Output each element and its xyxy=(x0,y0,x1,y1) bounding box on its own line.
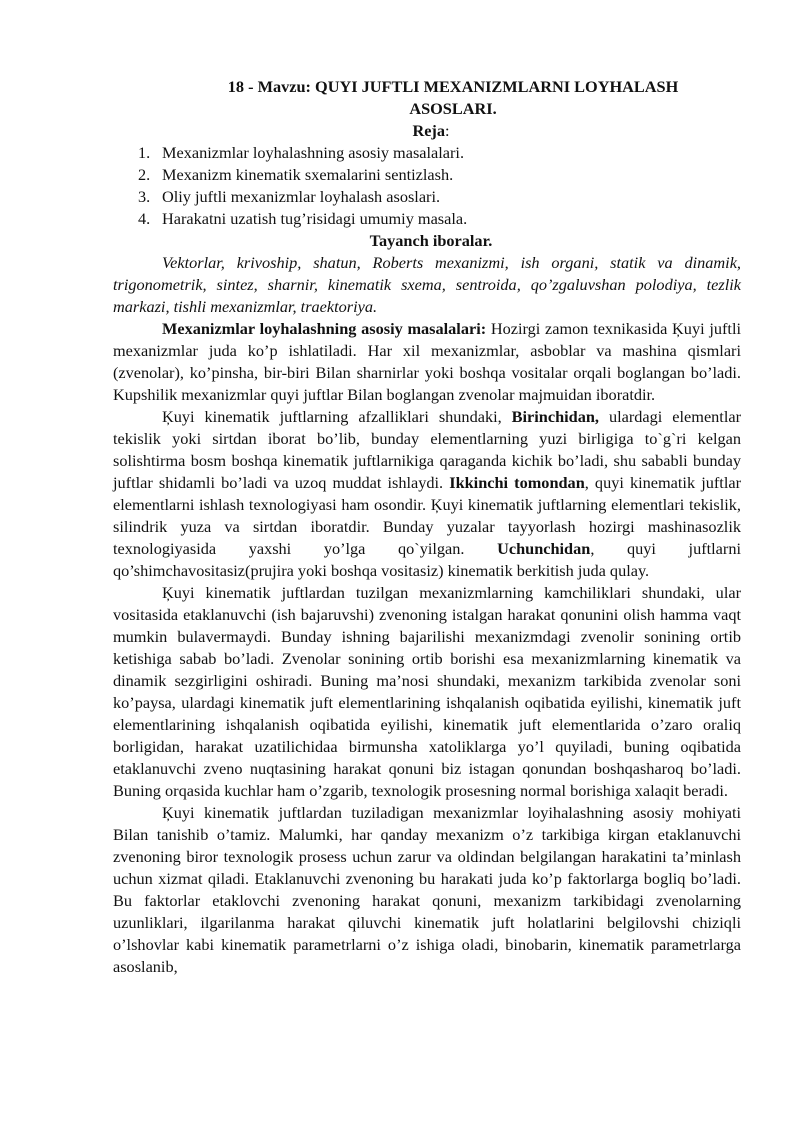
plan-item xyxy=(113,164,741,186)
keywords-paragraph xyxy=(113,252,741,318)
plan-heading xyxy=(113,120,745,142)
lecture-title-line-1: 18 - Mavzu: QUYI JUFTLI MEXANIZMLARNI LOYHALASH xyxy=(227,77,679,96)
document-body xyxy=(113,252,741,978)
paragraph-advantages xyxy=(113,406,741,582)
plan-heading-text: Reja xyxy=(412,121,445,140)
plan-item-number: 2. xyxy=(138,165,151,184)
lecture-title-line-2: ASOSLARI. xyxy=(409,99,497,118)
paragraph-text: , quyi kinematik juftlar elementlarni ishlash texnologiyasi ham osondir. Ķuyi kinematik juftlarning elementlari tekislik, silindrik yuza va sirtdan iboratdir. Bunday yuzalar tayyorlash hozirgi mashinasozlik texnologiyasida yaxshi yo’lga qo`yilgan. xyxy=(113,473,741,558)
keywords-text: Vektorlar, krivoship, shatun, Roberts mexanizmi, ish organi, statik va dinamik, trigonometrik, sintez, sharnir, kinematik sxema, sentroida, qo’zgaluvshan polodiya, tezlik markazi, tishli mexanizmlar, traektoriya. xyxy=(113,253,741,316)
emphasis-first: Birinchidan, xyxy=(511,407,599,426)
lecture-title xyxy=(113,76,763,120)
section-heading: Mexanizmlar loyhalashning asosiy masalalari: xyxy=(162,319,487,338)
paragraph-text: , quyi juftlarni qo’shimchavositasiz(prujira yoki boshqa vositasiz) kinematik berkitish juda qulay. xyxy=(113,539,741,580)
plan-item xyxy=(113,208,741,230)
paragraph-text: ulardagi elementlar tekislik yoki sirtdan iborat bo’lib, bunday elementlarning yuzi birligiga to`g`ri kelgan solishtirma bosm boshqa kinematik juftlarnikiga qaraganda kichik bo’ladi, shu sababli bunday juftlar shidamli bo’ladi va uzoq muddat ishlaydi. xyxy=(113,407,742,492)
keywords-heading: Tayanch iboralar. xyxy=(369,231,493,250)
plan-list xyxy=(113,142,741,230)
plan-item-text: Mexanizm kinematik sxemalarini sentizlash. xyxy=(162,165,454,184)
paragraph-disadvantages: Ķuyi kinematik juftlardan tuzilgan mexanizmlarning kamchiliklari shundaki, ular vositasida etaklanuvchi (ish bajaruvshi) zvenoning istalgan harakat qonunini olish hamma vaqt mumkin bulavermaydi. Bunday ishning bajarilishi mexanizmdagi zvenolir sonining ortib ketishiga sabab bo’ladi. Zvenolar sonining ortib borishi esa mexanizmlarning kinematik va dinamik sezgirligini oshiradi. Buning ma’nosi shundaki, mexanizm tarkibida zvenolar soni ko’paysa, ulardagi kinematik juft elementlarining ishqalanish oqibatida eyilishi, kinematik juft elementlarining ishqalanish oqibatida eyilishi, kinematik juft elementlarida o’zaro oraliq borligidan, harakat uzatilichidaa birmunsha xatoliklarga yo’l quyiladi, buning oqibatida etaklanuvchi zveno nuqtasining harakat qonuni biz istagan qonundan boshqasharoq bo’ladi. Buning orqasida kuchlar ham o’zgarib, texnologik prosesning normal borishiga xalaqit beradi. xyxy=(113,583,741,800)
plan-heading-colon: : xyxy=(445,121,450,140)
section-text: Hozirgi zamon texnikasida Ķuyi juftli mexanizmlar juda ko’p ishlatiladi. Har xil mexanizmlar, asboblar va mashina qismlari (zvenolar), ko’pinsha, bir-biri Bilan sharnirlar yoki boshqa vositalar orqali boglangan bo’ladi. Kupshilik mexanizmlar quyi juftlar Bilan boglangan zvenolar majmuidan iboratdir. xyxy=(113,319,741,404)
plan-item-number: 4. xyxy=(138,209,151,228)
plan-item-text: Mexanizmlar loyhalashning asosiy masalalari. xyxy=(162,143,465,162)
paragraph-text: Ķuyi kinematik juftlarning afzalliklari shundaki, xyxy=(162,407,512,426)
section-paragraph-1 xyxy=(113,318,741,406)
emphasis-third: Uchunchidan xyxy=(497,539,591,558)
plan-item-text: Harakatni uzatish tug’risidagi umumiy masala. xyxy=(162,209,468,228)
plan-item-number: 1. xyxy=(138,143,151,162)
paragraph-design-essence: Ķuyi kinematik juftlardan tuziladigan mexanizmlar loyihalashning asosiy mohiyati Bilan tanishib o’tamiz. Malumki, har qanday mexanizm o’z tarkibiga kirgan etaklanuvchi zvenoning biror texnologik prosess uchun zarur va oldindan belgilangan harakatini ta’minlash uchun xizmat qiladi. Etaklanuvchi zvenoning bu harakati juda ko’p faktorlarga bogliq bo’ladi. Bu faktorlar etaklovchi zvenoning harakat qonuni, mexanizm tarkibidagi zvenolarning uzunliklari, ilgarilanma harakat qiluvchi kinematik juft holatlarini belgilovshi chiziqli o’lshovlar kabi kinematik parametrlarni o’z ishiga oladi, binobarin, kinematik parametrlarga asoslanib, xyxy=(113,803,741,976)
emphasis-second: Ikkinchi tomondan xyxy=(449,473,585,492)
plan-item xyxy=(113,142,741,164)
plan-item xyxy=(113,186,741,208)
plan-item-text: Oliy juftli mexanizmlar loyhalash asoslari. xyxy=(162,187,441,206)
plan-item-number: 3. xyxy=(138,187,151,206)
